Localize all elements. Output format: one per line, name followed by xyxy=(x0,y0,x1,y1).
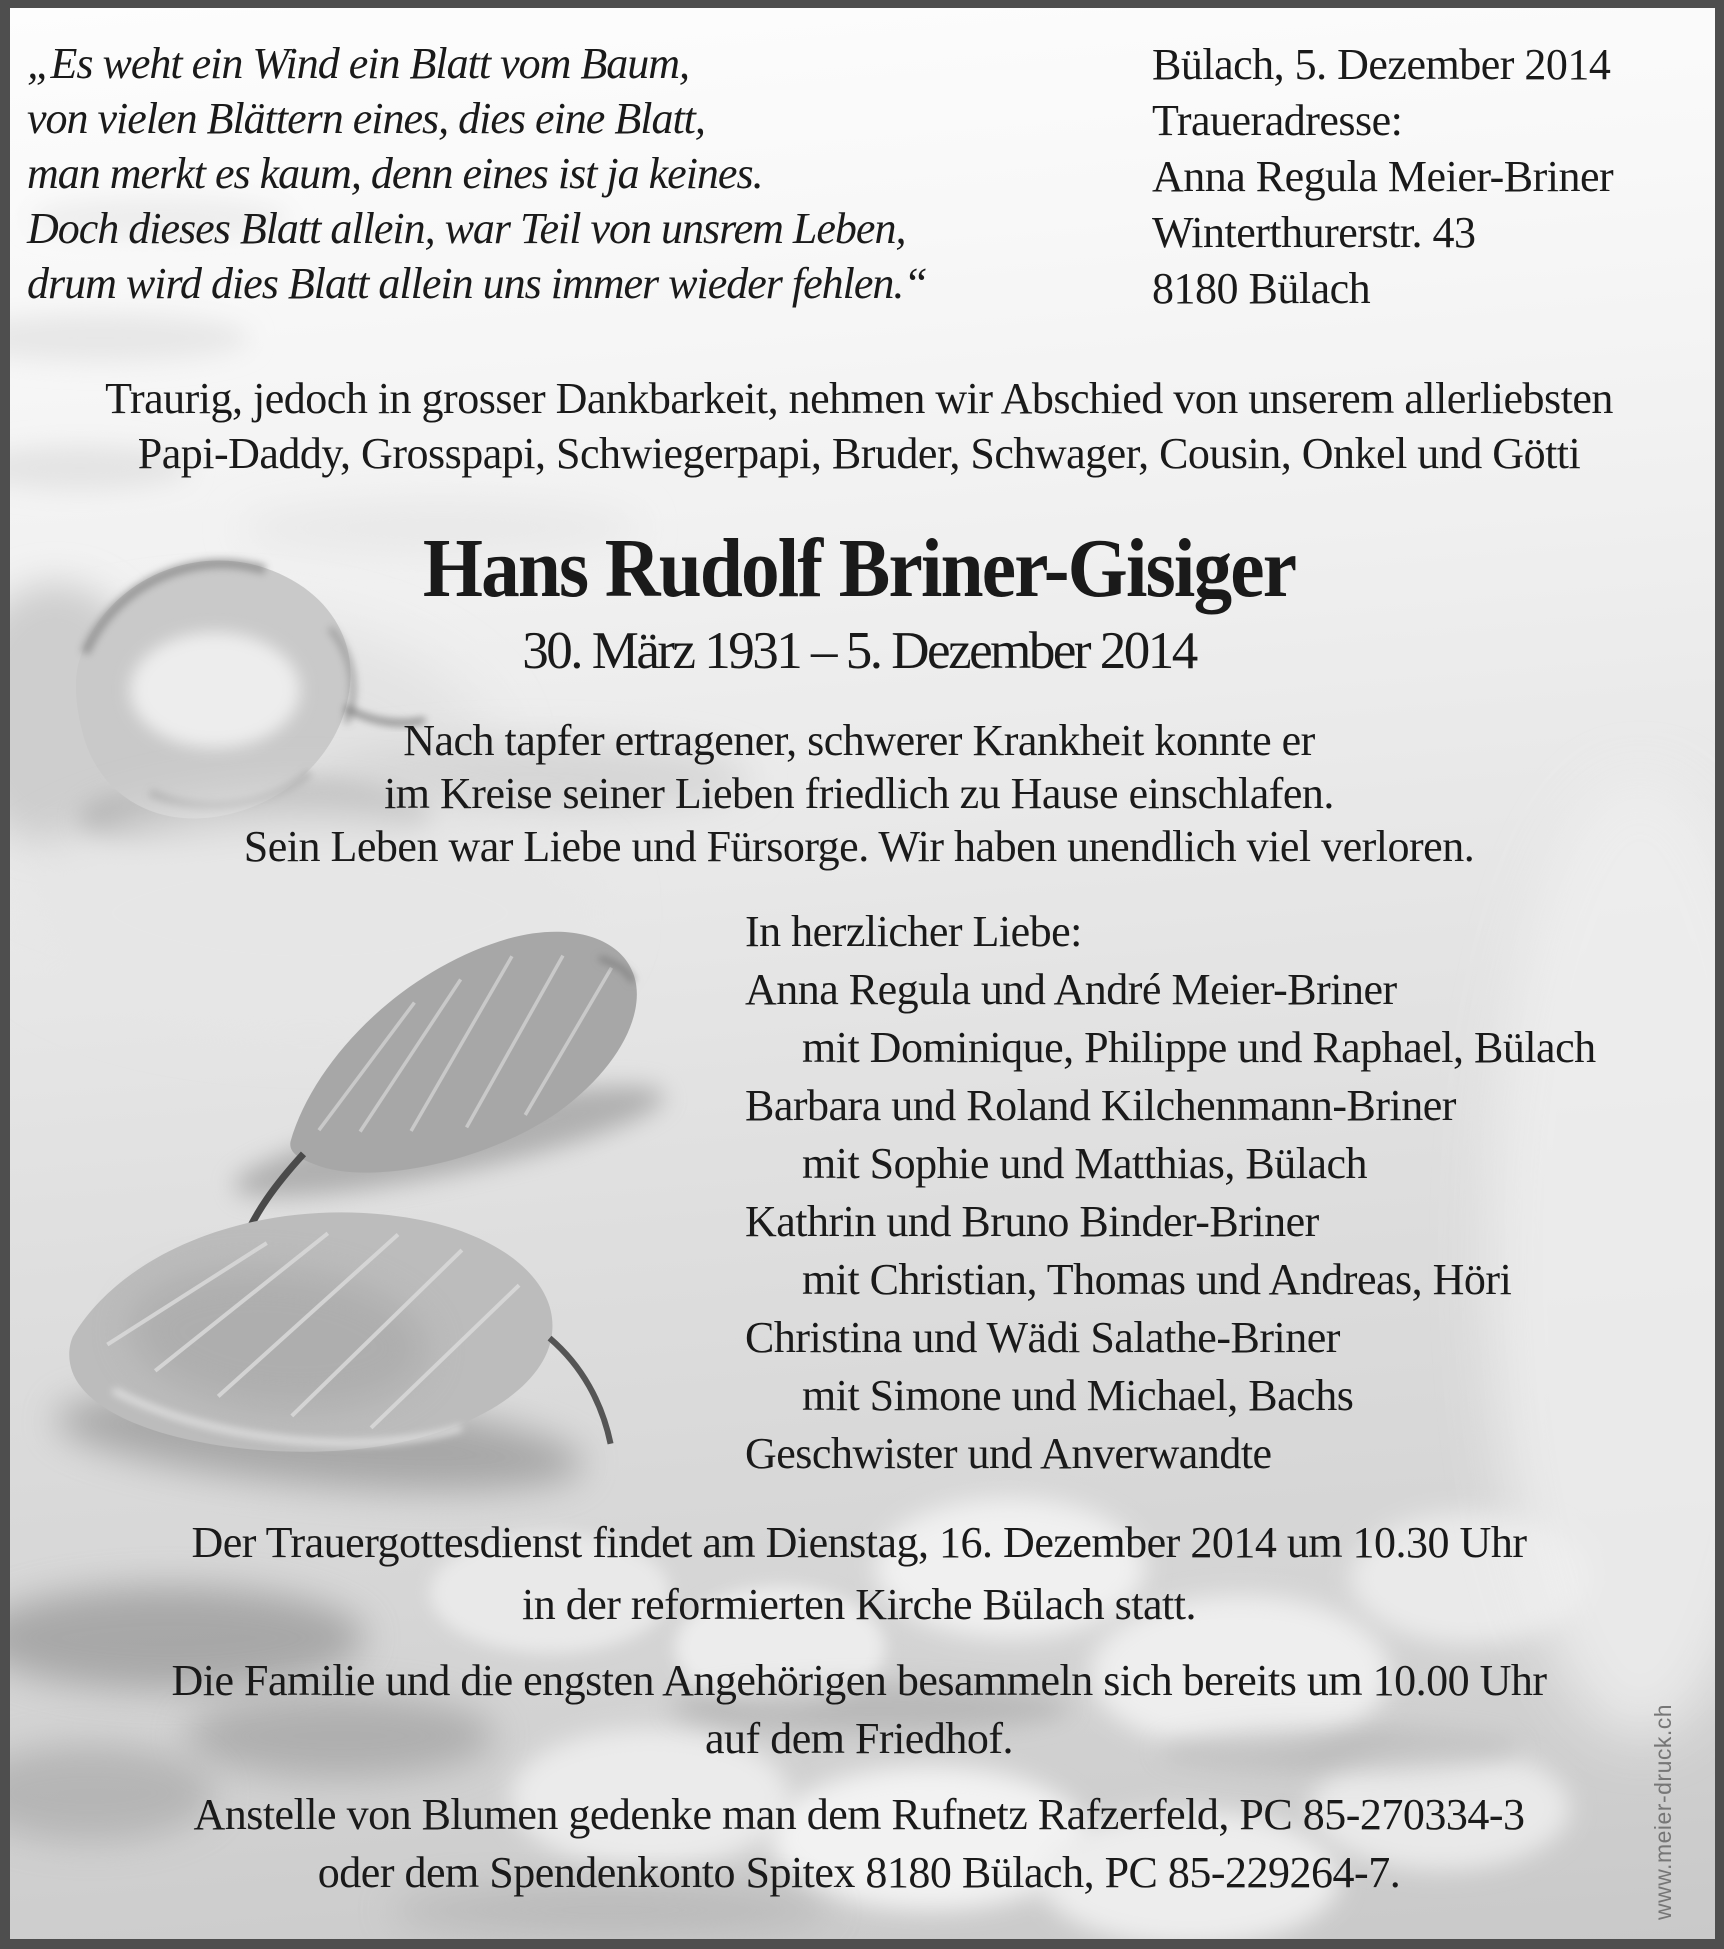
gathering-line: auf dem Friedhof. xyxy=(705,1714,1013,1763)
quote-line: „Es weht ein Wind ein Blatt vom Baum, xyxy=(27,39,690,88)
gathering-line: Die Familie und die engsten Angehörigen besammeln sich bereits um 10.00 Uhr xyxy=(171,1656,1547,1705)
service-line: in der reformierten Kirche Bülach statt. xyxy=(522,1580,1196,1629)
quote-line: Doch dieses Blatt allein, war Teil von unsrem Leben, xyxy=(27,204,906,253)
family-entry: mit Christian, Thomas und Andreas, Höri xyxy=(802,1255,1512,1304)
intro-line: Traurig, jedoch in grosser Dankbarkeit, nehmen wir Abschied von unserem allerliebsten xyxy=(105,374,1613,423)
donations-line: oder dem Spendenkonto Spitex 8180 Bülach, PC 85-229264-7. xyxy=(317,1848,1401,1897)
life-dates: 30. März 1931 – 5. Dezember 2014 xyxy=(522,622,1196,680)
deceased-name: Hans Rudolf Briner-Gisiger xyxy=(422,522,1296,615)
poem-quote xyxy=(27,36,927,311)
mourning-address-label: Traueradresse: xyxy=(1152,96,1403,145)
family-entry: mit Dominique, Philippe und Raphael, Bülach xyxy=(802,1023,1596,1072)
family-entry: mit Sophie und Matthias, Bülach xyxy=(802,1139,1368,1188)
quote-line: man merkt es kaum, denn eines ist ja keines. xyxy=(27,149,763,198)
family-list xyxy=(745,903,1596,1483)
donations-line: Anstelle von Blumen gedenke man dem Rufnetz Rafzerfeld, PC 85-270334-3 xyxy=(193,1790,1525,1839)
dateline-address xyxy=(1152,37,1613,317)
family-heading: In herzlicher Liebe: xyxy=(745,907,1082,956)
family-entry: Kathrin und Bruno Binder-Briner xyxy=(745,1197,1319,1246)
eulogy-line: im Kreise seiner Lieben friedlich zu Hause einschlafen. xyxy=(384,769,1334,818)
eulogy-paragraph xyxy=(10,714,1708,873)
donations-info xyxy=(10,1786,1708,1902)
mourning-address-street: Winterthurerstr. 43 xyxy=(1152,208,1476,257)
family-entry: Anna Regula und André Meier-Briner xyxy=(745,965,1397,1014)
mourning-address-city: 8180 Bülach xyxy=(1152,264,1371,313)
gathering-info xyxy=(10,1652,1708,1768)
quote-line: von vielen Blättern eines, dies eine Blatt, xyxy=(27,94,705,143)
eulogy-line: Sein Leben war Liebe und Fürsorge. Wir haben unendlich viel verloren. xyxy=(243,822,1475,871)
service-line: Der Trauergottesdienst findet am Dienstag, 16. Dezember 2014 um 10.30 Uhr xyxy=(191,1518,1527,1567)
eulogy-line: Nach tapfer ertragener, schwerer Krankheit konnte er xyxy=(403,716,1315,765)
family-entry: Christina und Wädi Salathe-Briner xyxy=(745,1313,1340,1362)
quote-line: drum wird dies Blatt allein uns immer wieder fehlen.“ xyxy=(27,259,927,308)
intro-paragraph xyxy=(10,371,1708,481)
family-entry: Geschwister und Anverwandte xyxy=(745,1429,1272,1478)
printer-credit: www.meier-druck.ch xyxy=(1650,1703,1676,1920)
city-date: Bülach, 5. Dezember 2014 xyxy=(1152,40,1611,89)
intro-line: Papi-Daddy, Grosspapi, Schwiegerpapi, Bruder, Schwager, Cousin, Onkel und Götti xyxy=(137,429,1581,478)
service-info xyxy=(10,1512,1708,1636)
family-entry: Barbara und Roland Kilchenmann-Briner xyxy=(745,1081,1456,1130)
beech-leaf-lower xyxy=(52,1188,629,1511)
family-entry: mit Simone und Michael, Bachs xyxy=(802,1371,1354,1420)
mourning-address-name: Anna Regula Meier-Briner xyxy=(1152,152,1614,201)
